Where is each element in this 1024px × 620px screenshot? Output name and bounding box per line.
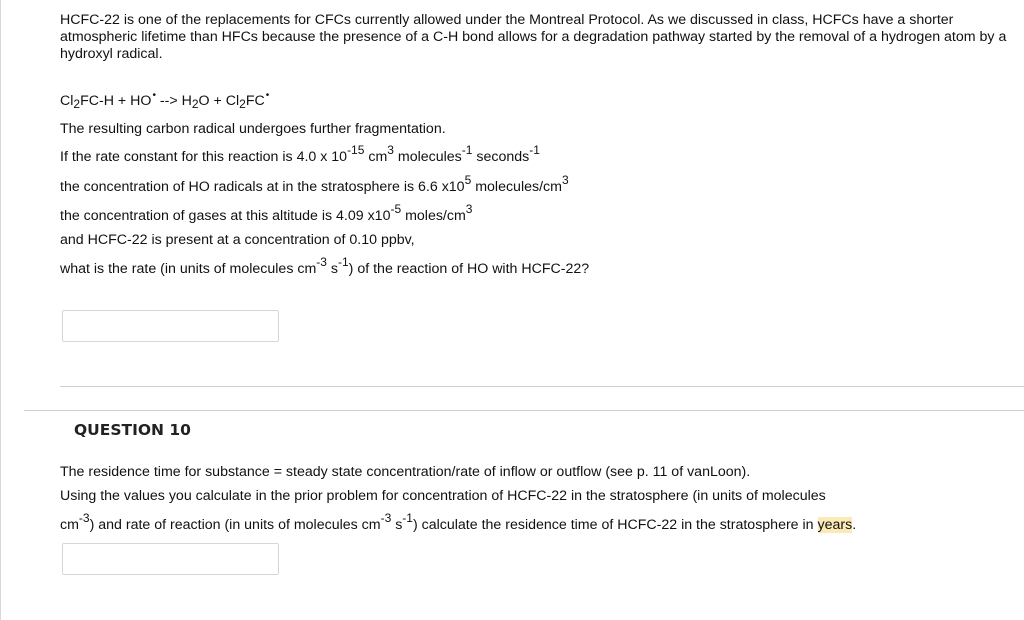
residence-time-definition: The residence time for substance = steady state concentration/rate of inflow or outflow (see p. 11 of vanLoon). (60, 464, 751, 480)
text: the concentration of HO radicals at in the stratosphere is 6.6 x10 (60, 179, 465, 195)
text: seconds (472, 149, 530, 165)
subscript: 2 (239, 97, 246, 111)
question-9-prompt (60, 255, 590, 277)
question-10-title: QUESTION 10 (74, 421, 191, 439)
reaction-text: FC-H + HO (80, 93, 152, 109)
text: s (391, 517, 403, 533)
text: ) calculate the residence time of HCFC-22 in the stratosphere in (412, 517, 818, 533)
highlighted-word: years (817, 517, 853, 533)
question-9-answer-input[interactable] (62, 310, 279, 342)
subscript: 2 (73, 97, 81, 111)
superscript: -3 (316, 255, 327, 269)
subscript: 2 (191, 97, 199, 111)
text: ) of the reaction of HO with HCFC-22? (348, 261, 590, 277)
question-10-instructions: Using the values you calculate in the prior problem for concentration of HCFC-22 in the stratosphere (in units of molecules (60, 488, 826, 504)
gas-concentration-line (60, 202, 473, 224)
intro-paragraph: HCFC-22 is one of the replacements for CFCs currently allowed under the Montreal Protocol. As we discussed in class, HCFCs have a shorter atmospheric lifetime than HFCs because the presence of a C-H bond allows for a degradation pathway started by the removal of a hydrogen atom by a hydroxyl radical. (60, 12, 1007, 62)
reaction-text: Cl (60, 93, 74, 109)
superscript: 3 (465, 202, 473, 216)
superscript: -3 (380, 511, 392, 525)
reaction-equation (60, 90, 270, 111)
reaction-text: --> H (155, 93, 192, 109)
superscript: -5 (390, 202, 402, 216)
hcfc-concentration-line: and HCFC-22 is present at a concentration of 0.10 ppbv, (60, 232, 415, 248)
question-10-answer-input[interactable] (62, 543, 279, 575)
superscript: -1 (338, 255, 349, 269)
superscript: -15 (347, 143, 365, 157)
text: If the rate constant for this reaction is 4.0 x 10 (60, 149, 348, 165)
text: ) and rate of reaction (in units of molecules cm (89, 517, 381, 533)
superscript: 3 (387, 143, 394, 157)
superscript: 5 (464, 173, 472, 187)
page-left-border (0, 0, 1, 620)
text: cm (60, 517, 79, 533)
ho-concentration-line (60, 173, 569, 195)
superscript: -1 (461, 143, 473, 157)
superscript: -1 (529, 143, 540, 157)
superscript: -3 (78, 511, 90, 525)
question-9 (60, 12, 1020, 63)
radical-dot: • (152, 90, 156, 101)
question-divider (24, 410, 1024, 411)
rate-constant-line (60, 143, 540, 165)
fragmentation-text: The resulting carbon radical undergoes further fragmentation. (60, 121, 446, 137)
radical-dot: • (265, 90, 270, 101)
text: molecules/cm (471, 179, 562, 195)
text: cm (364, 149, 388, 165)
superscript: 3 (561, 173, 569, 187)
superscript: -1 (402, 511, 413, 525)
question-10-prompt (60, 511, 857, 533)
text: the concentration of gases at this altitude is 4.09 x10 (60, 208, 391, 224)
text: s (326, 261, 338, 277)
text: molecules (393, 149, 462, 165)
reaction-text: O + Cl (198, 93, 240, 109)
text: . (852, 517, 857, 533)
text: moles/cm (401, 208, 466, 224)
divider (60, 386, 1024, 387)
text: what is the rate (in units of molecules cm (60, 261, 317, 277)
reaction-text: FC (245, 93, 265, 109)
